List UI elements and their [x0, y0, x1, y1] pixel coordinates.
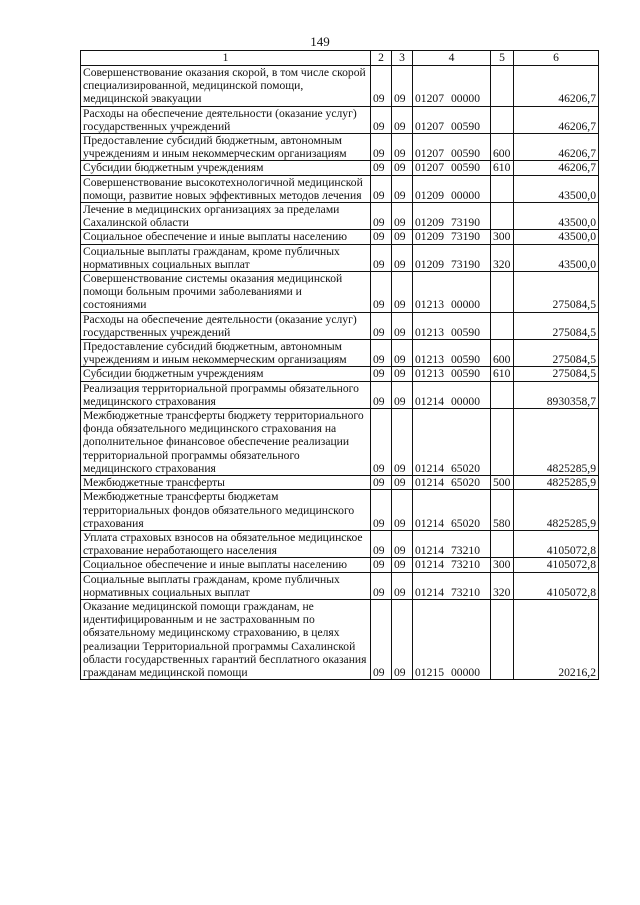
row-target-article-code — [413, 230, 491, 244]
direction-code: 00590 — [451, 353, 480, 367]
program-code: 01209 — [415, 230, 444, 244]
row-target-article-code — [413, 106, 491, 133]
row-amount: 46206,7 — [514, 134, 599, 161]
header-row — [81, 51, 599, 66]
row-expense-type-code — [491, 175, 514, 202]
row-description: Субсидии бюджетным учреждениям — [81, 161, 371, 175]
program-code: 01209 — [415, 216, 444, 230]
table-row — [81, 572, 599, 599]
row-section-code: 09 — [371, 106, 392, 133]
row-target-article-code — [413, 175, 491, 202]
program-code: 01213 — [415, 353, 444, 367]
row-subsection-code: 09 — [392, 312, 413, 339]
direction-code: 73210 — [451, 585, 480, 599]
row-subsection-code: 09 — [392, 409, 413, 476]
table-row — [81, 161, 599, 175]
row-target-article-code — [413, 312, 491, 339]
program-code: 01207 — [415, 161, 444, 175]
row-section-code: 09 — [371, 381, 392, 408]
direction-code: 00000 — [451, 298, 480, 312]
table-header — [81, 51, 599, 66]
row-expense-type-code — [491, 599, 514, 679]
row-amount: 8930358,7 — [514, 381, 599, 408]
table-row — [81, 409, 599, 476]
row-target-article-code — [413, 367, 491, 381]
row-description: Оказание медицинской помощи гражданам, не идентифицированным и не застрахованным по обязательному медицинскому страхованию, в целях реализации Территориальной программы Сахалинской области государственных гарантий бесплатного оказания гражданам медицинской помощи — [81, 599, 371, 679]
header-col-3: 3 — [392, 51, 413, 66]
row-subsection-code: 09 — [392, 490, 413, 531]
row-expense-type-code: 610 — [491, 161, 514, 175]
row-section-code: 09 — [371, 558, 392, 572]
row-description: Уплата страховых взносов на обязательное медицинское страхование неработающего населения — [81, 530, 371, 557]
row-description: Расходы на обеспечение деятельности (оказание услуг) государственных учреждений — [81, 106, 371, 133]
header-col-5: 5 — [491, 51, 514, 66]
header-col-4: 4 — [413, 51, 491, 66]
row-section-code: 09 — [371, 409, 392, 476]
row-section-code: 09 — [371, 66, 392, 107]
row-expense-type-code — [491, 106, 514, 133]
row-target-article-code — [413, 272, 491, 313]
row-description: Предоставление субсидий бюджетным, автономным учреждениям и иным некоммерческим организациям — [81, 340, 371, 367]
row-description: Расходы на обеспечение деятельности (оказание услуг) государственных учреждений — [81, 312, 371, 339]
row-expense-type-code: 300 — [491, 558, 514, 572]
row-amount: 43500,0 — [514, 244, 599, 271]
row-target-article-code — [413, 244, 491, 271]
row-section-code: 09 — [371, 340, 392, 367]
table-row — [81, 599, 599, 679]
row-amount: 46206,7 — [514, 66, 599, 107]
row-target-article-code — [413, 161, 491, 175]
direction-code: 73190 — [451, 257, 480, 271]
direction-code: 73210 — [451, 558, 480, 572]
row-section-code: 09 — [371, 134, 392, 161]
row-expense-type-code: 600 — [491, 340, 514, 367]
table-row — [81, 106, 599, 133]
row-amount: 4825285,9 — [514, 490, 599, 531]
row-amount: 20216,2 — [514, 599, 599, 679]
direction-code: 00000 — [451, 665, 480, 679]
row-subsection-code: 09 — [392, 272, 413, 313]
row-target-article-code — [413, 134, 491, 161]
program-code: 01214 — [415, 585, 444, 599]
row-expense-type-code: 610 — [491, 367, 514, 381]
row-description: Социальное обеспечение и иные выплаты населению — [81, 230, 371, 244]
row-subsection-code: 09 — [392, 381, 413, 408]
row-expense-type-code: 600 — [491, 134, 514, 161]
program-code: 01209 — [415, 257, 444, 271]
direction-code: 65020 — [451, 516, 480, 530]
table-row — [81, 175, 599, 202]
row-subsection-code: 09 — [392, 66, 413, 107]
row-description: Социальное обеспечение и иные выплаты населению — [81, 558, 371, 572]
table-row — [81, 476, 599, 490]
row-amount: 43500,0 — [514, 203, 599, 230]
row-section-code: 09 — [371, 490, 392, 531]
table-row — [81, 312, 599, 339]
row-description: Лечение в медицинских организациях за пределами Сахалинской области — [81, 203, 371, 230]
direction-code: 73190 — [451, 216, 480, 230]
table-row — [81, 66, 599, 107]
row-subsection-code: 09 — [392, 175, 413, 202]
header-col-2: 2 — [371, 51, 392, 66]
direction-code: 00590 — [451, 367, 480, 381]
row-section-code: 09 — [371, 572, 392, 599]
direction-code: 00000 — [451, 92, 480, 106]
direction-code: 00000 — [451, 394, 480, 408]
row-section-code: 09 — [371, 230, 392, 244]
row-subsection-code: 09 — [392, 161, 413, 175]
program-code: 01207 — [415, 92, 444, 106]
table-body — [81, 66, 599, 680]
program-code: 01214 — [415, 476, 444, 490]
row-target-article-code — [413, 558, 491, 572]
program-code: 01207 — [415, 147, 444, 161]
program-code: 01214 — [415, 558, 444, 572]
row-section-code: 09 — [371, 244, 392, 271]
direction-code: 00000 — [451, 188, 480, 202]
row-amount: 275084,5 — [514, 312, 599, 339]
table-row — [81, 490, 599, 531]
row-description: Субсидии бюджетным учреждениям — [81, 367, 371, 381]
row-target-article-code — [413, 599, 491, 679]
row-expense-type-code — [491, 530, 514, 557]
row-description: Социальные выплаты гражданам, кроме публичных нормативных социальных выплат — [81, 244, 371, 271]
row-section-code: 09 — [371, 367, 392, 381]
row-target-article-code — [413, 66, 491, 107]
row-expense-type-code — [491, 409, 514, 476]
row-amount: 43500,0 — [514, 175, 599, 202]
row-expense-type-code: 320 — [491, 244, 514, 271]
row-subsection-code: 09 — [392, 476, 413, 490]
row-section-code: 09 — [371, 203, 392, 230]
row-expense-type-code — [491, 203, 514, 230]
row-expense-type-code: 500 — [491, 476, 514, 490]
table-row — [81, 381, 599, 408]
direction-code: 73210 — [451, 544, 480, 558]
row-amount: 4105072,8 — [514, 558, 599, 572]
row-subsection-code: 09 — [392, 230, 413, 244]
row-subsection-code: 09 — [392, 134, 413, 161]
program-code: 01214 — [415, 516, 444, 530]
row-target-article-code — [413, 203, 491, 230]
direction-code: 00590 — [451, 161, 480, 175]
table-row — [81, 558, 599, 572]
row-target-article-code — [413, 476, 491, 490]
row-expense-type-code — [491, 272, 514, 313]
row-amount: 43500,0 — [514, 230, 599, 244]
row-subsection-code: 09 — [392, 106, 413, 133]
row-target-article-code — [413, 340, 491, 367]
row-amount: 275084,5 — [514, 367, 599, 381]
row-amount: 4105072,8 — [514, 530, 599, 557]
program-code: 01213 — [415, 367, 444, 381]
header-col-1: 1 — [81, 51, 371, 66]
program-code: 01207 — [415, 119, 444, 133]
row-amount: 275084,5 — [514, 340, 599, 367]
row-section-code: 09 — [371, 272, 392, 313]
program-code: 01214 — [415, 394, 444, 408]
table-row — [81, 244, 599, 271]
row-subsection-code: 09 — [392, 558, 413, 572]
row-amount: 46206,7 — [514, 161, 599, 175]
row-target-article-code — [413, 490, 491, 531]
row-target-article-code — [413, 381, 491, 408]
row-target-article-code — [413, 409, 491, 476]
row-description: Межбюджетные трансферты бюджету территориального фонда обязательного медицинского страхования на дополнительное финансовое обеспечение реализации территориальной программы обязательного медицинского страхования — [81, 409, 371, 476]
row-description: Социальные выплаты гражданам, кроме публичных нормативных социальных выплат — [81, 572, 371, 599]
table-row — [81, 530, 599, 557]
row-expense-type-code — [491, 66, 514, 107]
row-subsection-code: 09 — [392, 572, 413, 599]
table-row — [81, 203, 599, 230]
direction-code: 73190 — [451, 230, 480, 244]
row-description: Реализация территориальной программы обязательного медицинского страхования — [81, 381, 371, 408]
table-row — [81, 367, 599, 381]
direction-code: 65020 — [451, 476, 480, 490]
row-section-code: 09 — [371, 599, 392, 679]
row-subsection-code: 09 — [392, 530, 413, 557]
row-amount: 4825285,9 — [514, 476, 599, 490]
row-subsection-code: 09 — [392, 244, 413, 271]
row-section-code: 09 — [371, 312, 392, 339]
row-subsection-code: 09 — [392, 599, 413, 679]
row-expense-type-code: 320 — [491, 572, 514, 599]
header-col-6: 6 — [514, 51, 599, 66]
table-row — [81, 134, 599, 161]
program-code: 01214 — [415, 544, 444, 558]
table-row — [81, 272, 599, 313]
row-subsection-code: 09 — [392, 203, 413, 230]
row-section-code: 09 — [371, 530, 392, 557]
table-row — [81, 230, 599, 244]
table-row — [81, 340, 599, 367]
direction-code: 65020 — [451, 461, 480, 475]
row-description: Предоставление субсидий бюджетным, автономным учреждениям и иным некоммерческим организациям — [81, 134, 371, 161]
program-code: 01213 — [415, 298, 444, 312]
row-description: Межбюджетные трансферты бюджетам территориальных фондов обязательного медицинского страхования — [81, 490, 371, 531]
row-description: Совершенствование высокотехнологичной медицинской помощи, развитие новых эффективных методов лечения — [81, 175, 371, 202]
row-expense-type-code — [491, 312, 514, 339]
row-amount: 46206,7 — [514, 106, 599, 133]
row-amount: 4825285,9 — [514, 409, 599, 476]
page-number: 149 — [310, 34, 330, 49]
row-subsection-code: 09 — [392, 367, 413, 381]
direction-code: 00590 — [451, 119, 480, 133]
direction-code: 00590 — [451, 147, 480, 161]
budget-table — [80, 50, 599, 680]
row-subsection-code: 09 — [392, 340, 413, 367]
row-expense-type-code: 300 — [491, 230, 514, 244]
row-description: Межбюджетные трансферты — [81, 476, 371, 490]
row-target-article-code — [413, 572, 491, 599]
program-code: 01215 — [415, 665, 444, 679]
row-section-code: 09 — [371, 175, 392, 202]
row-description: Совершенствование системы оказания медицинской помощи больным прочими заболеваниями и состояниями — [81, 272, 371, 313]
row-expense-type-code — [491, 381, 514, 408]
row-section-code: 09 — [371, 476, 392, 490]
row-description: Совершенствование оказания скорой, в том числе скорой специализированной, медицинской помощи, медицинской эвакуации — [81, 66, 371, 107]
row-expense-type-code: 580 — [491, 490, 514, 531]
direction-code: 00590 — [451, 325, 480, 339]
row-amount: 275084,5 — [514, 272, 599, 313]
program-code: 01214 — [415, 461, 444, 475]
row-amount: 4105072,8 — [514, 572, 599, 599]
row-target-article-code — [413, 530, 491, 557]
program-code: 01209 — [415, 188, 444, 202]
program-code: 01213 — [415, 325, 444, 339]
row-section-code: 09 — [371, 161, 392, 175]
